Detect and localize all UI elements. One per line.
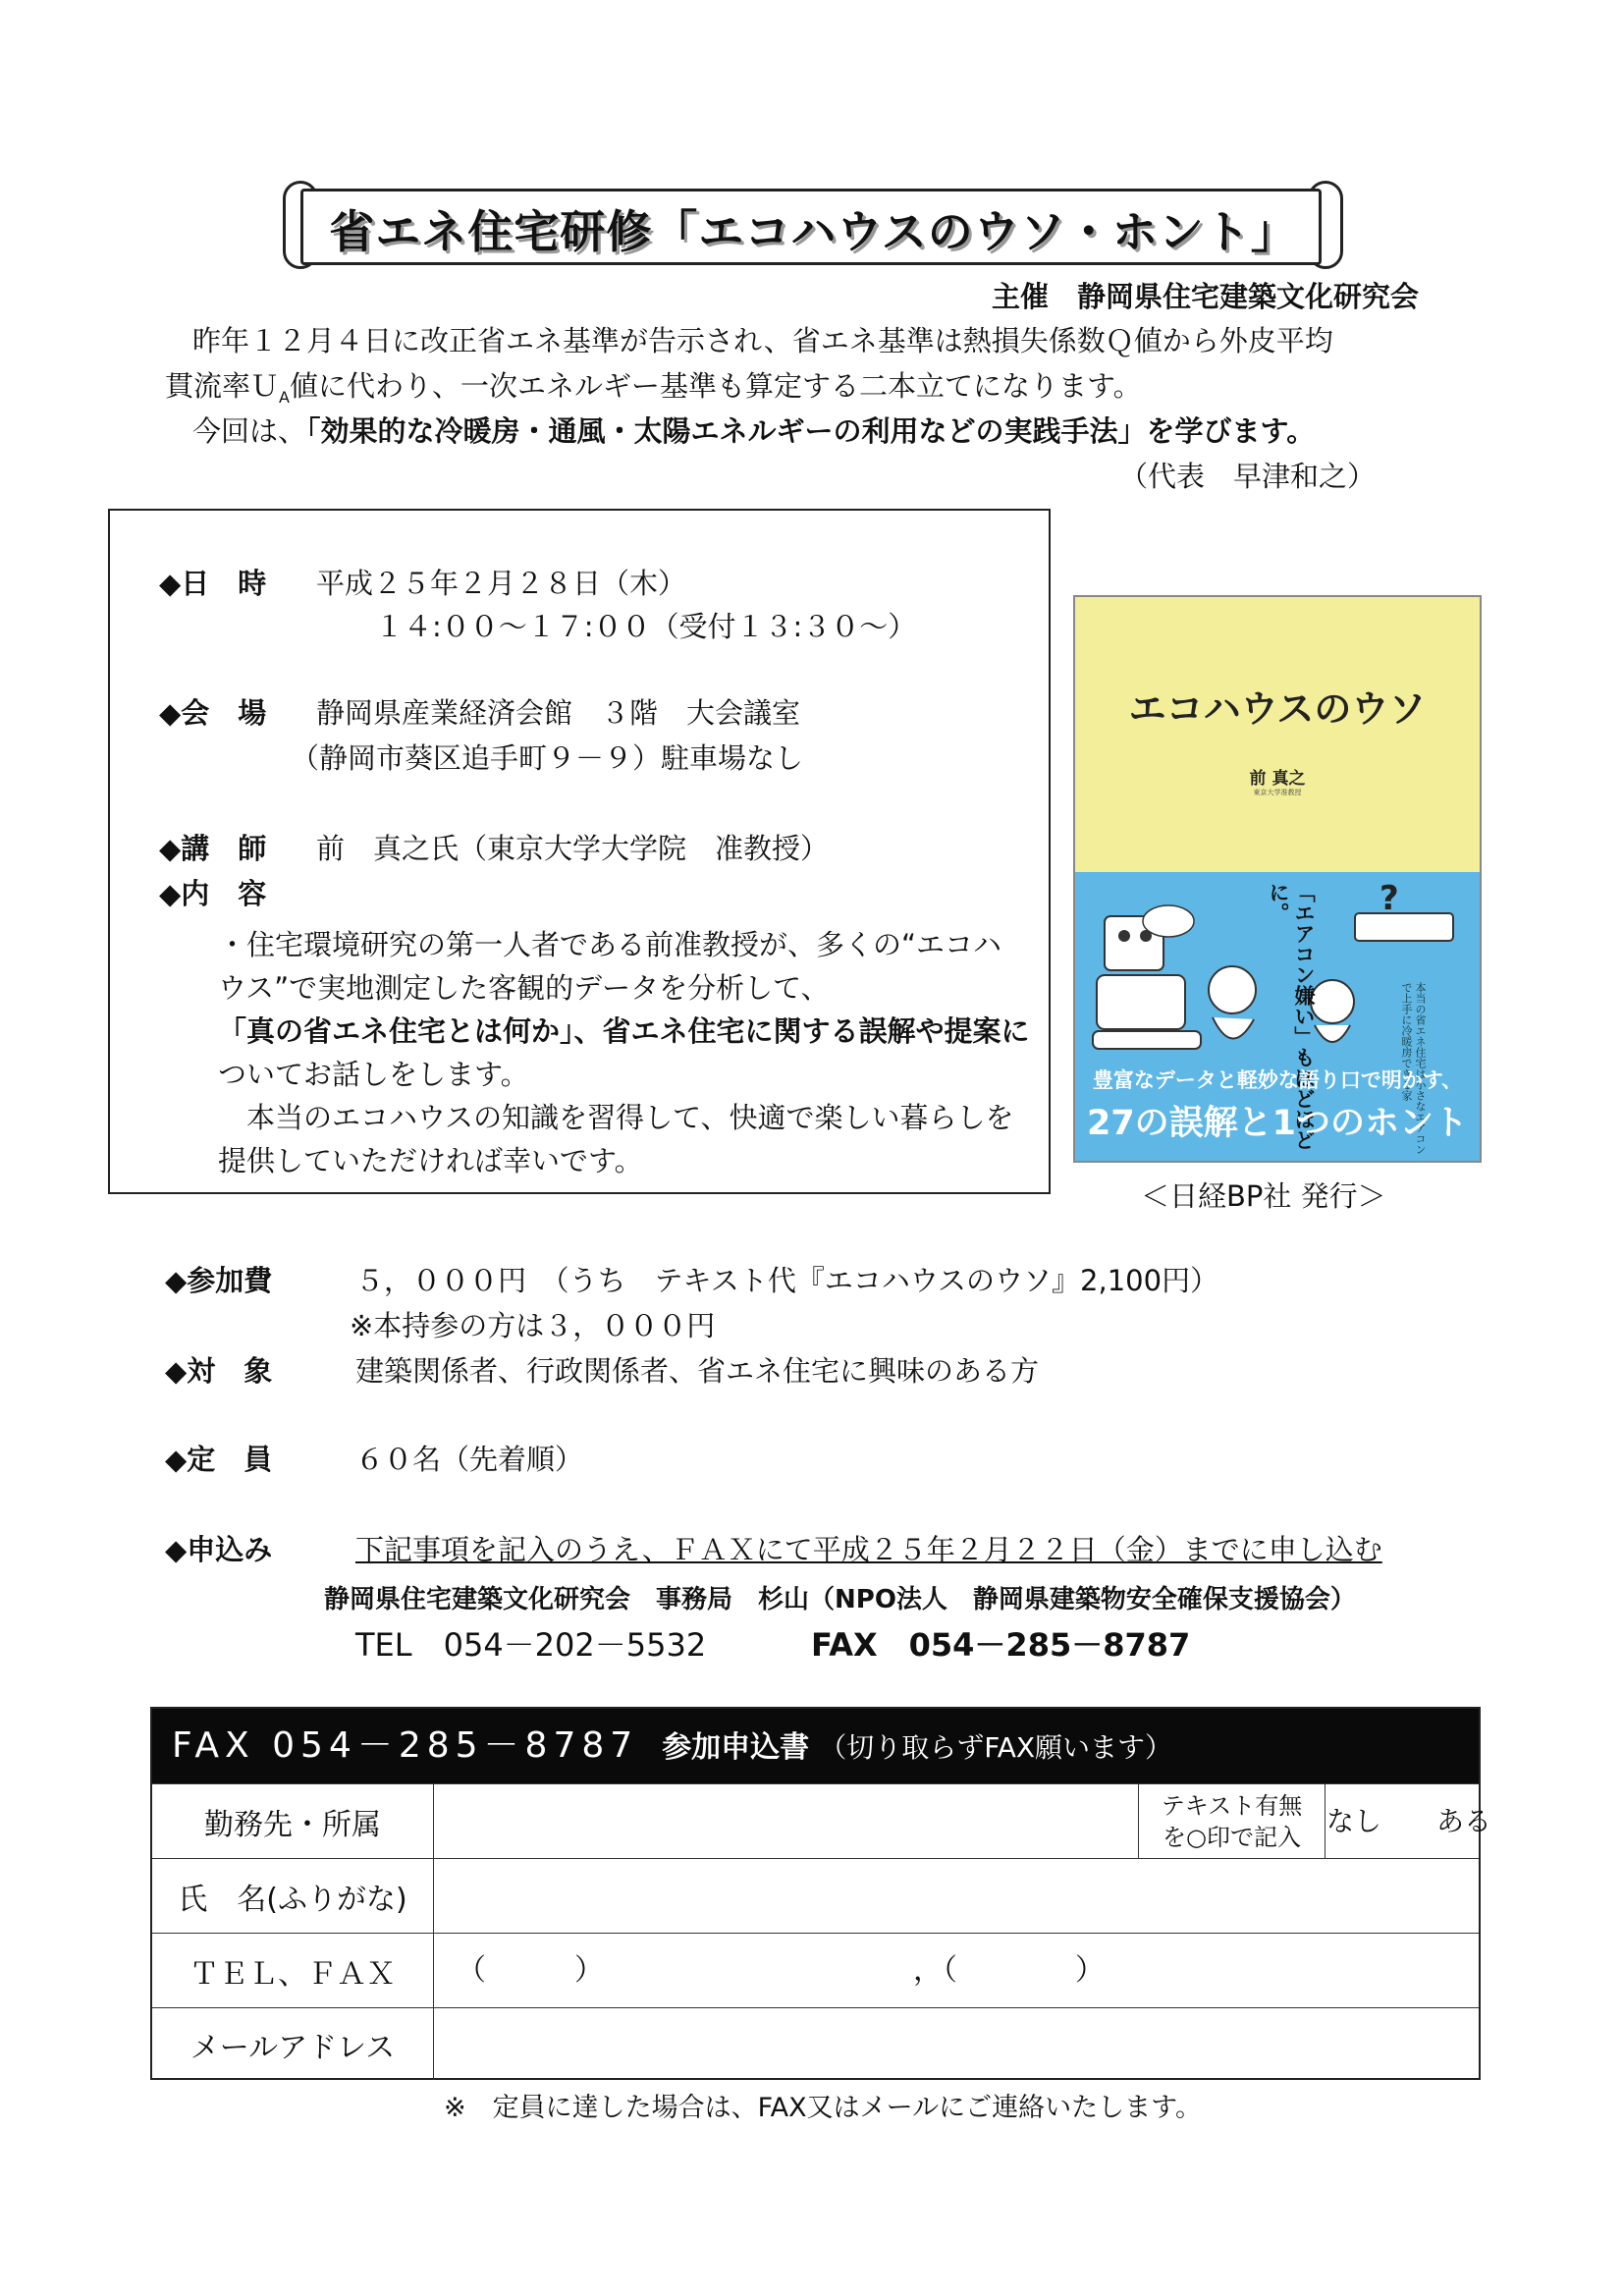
- date-label: ◆日 時: [159, 567, 267, 600]
- email-field[interactable]: [435, 2008, 1481, 2080]
- affiliation-label: 勤務先・所属: [152, 1784, 434, 1858]
- content-line: ついてお話しをします。: [218, 1058, 529, 1091]
- target-label: ◆対 象: [165, 1354, 273, 1388]
- fee-note: ※本持参の方は３，０００円: [350, 1309, 716, 1342]
- content-line: 「真の省エネ住宅とは何か」、省エネ住宅に関する誤解や提案に: [218, 1014, 1030, 1048]
- form-row-affiliation: [152, 1783, 1492, 1858]
- intro-line-3: 今回は、「効果的な冷暖房・通風・太陽エネルギーの利用などの実践手法」を学びます。: [192, 414, 1316, 448]
- tel-fax-field[interactable]: （ ） ，（ ）: [457, 1953, 1105, 1988]
- intro-line-1: 昨年１２月４日に改正省エネ基準が告示され、省エネ基準は熱損失係数Ｑ値から外皮平均: [192, 324, 1333, 357]
- capacity-label: ◆定 員: [165, 1443, 273, 1476]
- content-line: 本当のエコハウスの知識を習得して、快適で楽しい暮らしを: [218, 1101, 1014, 1134]
- application-form: [150, 1707, 1492, 2080]
- apply-value: 下記事項を記入のうえ、ＦＡＸにて平成２５年２月２２日（金）までに申し込む: [355, 1533, 1382, 1566]
- form-header: [152, 1709, 1479, 1783]
- apply-label: ◆申込み: [165, 1533, 273, 1566]
- form-header-note: （切り取らずFAX願います）: [819, 1731, 1173, 1764]
- form-footnote: ※ 定員に達した場合は、FAX又はメールにご連絡いたします。: [444, 2093, 1202, 2123]
- content-line: ウス”で実地測定した客観的データを分析して、: [218, 971, 830, 1005]
- book-vertical-note: 本当の省エネ住宅は小さなエアコンで上手に冷暖房できる家: [1400, 982, 1427, 1155]
- form-row-name: [152, 1858, 1479, 1933]
- venue-label: ◆会 場: [159, 696, 267, 730]
- form-header-title: 参加申込書: [662, 1730, 810, 1765]
- details-box: [108, 509, 1051, 1194]
- tel-fax-label: ＴＥＬ、ＦＡＸ: [152, 1934, 434, 2007]
- page-title: 省エネ住宅研修「エコハウスのウソ・ホント」: [329, 205, 1297, 258]
- book-cover-image: [1073, 595, 1482, 1163]
- book-caption: ＜日経BP社 発行＞: [1141, 1179, 1386, 1213]
- form-header-fax: FAX 054－285－8787: [172, 1725, 639, 1766]
- text-option-label-line2: を○印で記入: [1163, 1824, 1301, 1851]
- text-option-label: [1139, 1784, 1325, 1858]
- content-line: ・住宅環境研究の第一人者である前准教授が、多くの“エコハ: [218, 928, 1002, 961]
- intro-line-2: 貫流率Ｕ$_A$値に代わり、一次エネルギー基準も算定する二本立てになります。: [165, 369, 1142, 407]
- venue-value: 静岡県産業経済会館 ３階 大会議室: [316, 696, 801, 730]
- svg-text:?: ?: [1380, 879, 1399, 918]
- text-option-choices[interactable]: なし ある: [1326, 1805, 1492, 1837]
- organizer: 主催 静岡県住宅建築文化研究会: [992, 280, 1420, 313]
- capacity-value: ６０名（先着順）: [355, 1443, 584, 1476]
- name-field[interactable]: [435, 1859, 1481, 1933]
- name-label: 氏 名(ふりがな): [152, 1859, 434, 1933]
- office-tel: TEL 054－202－5532: [355, 1626, 707, 1664]
- time-value: １４:００～１７:００（受付１３:３０～）: [375, 610, 917, 643]
- date-value: 平成２５年２月２８日（木）: [316, 567, 687, 600]
- intro-signature: （代表 早津和之）: [1119, 460, 1377, 493]
- lecturer-value: 前 真之氏（東京大学大学院 准教授）: [316, 832, 830, 865]
- book-tagline: 豊富なデータと軽妙な語り口で明かす、: [1092, 1068, 1463, 1092]
- book-title: エコハウスのウソ: [1128, 687, 1427, 731]
- book-author: 前 真之: [1249, 769, 1306, 789]
- target-value: 建築関係者、行政関係者、省エネ住宅に興味のある方: [355, 1354, 1040, 1388]
- lecturer-label: ◆講 師: [159, 832, 267, 865]
- form-row-tel-fax: [152, 1933, 1479, 2007]
- fee-label: ◆参加費: [165, 1264, 273, 1297]
- content-label: ◆内 容: [159, 877, 267, 910]
- content-line: 提供していただければ幸いです。: [218, 1144, 643, 1177]
- book-headline: 27の誤解と1つのホント: [1086, 1104, 1469, 1143]
- title-banner: [283, 177, 1343, 275]
- venue-address: （静岡市葵区追手町９－９）駐車場なし: [291, 741, 804, 775]
- form-row-email: [152, 2007, 1479, 2080]
- office-fax: FAX 054－285－8787: [811, 1626, 1191, 1664]
- affiliation-field[interactable]: [435, 1784, 1139, 1858]
- fee-value: ５，０００円 （うち テキスト代『エコハウスのウソ』2,100円）: [355, 1264, 1219, 1297]
- book-author-title: 東京大学准教授: [1253, 789, 1302, 796]
- office-info: 静岡県住宅建築文化研究会 事務局 杉山（NPO法人 静岡県建築物安全確保支援協会）: [324, 1585, 1356, 1614]
- book-vertical-slogan: 「エアコン嫌い」もほどほどに。: [1267, 882, 1316, 1150]
- email-label: メールアドレス: [152, 2008, 434, 2080]
- text-option-label-line1: テキスト有無: [1161, 1792, 1303, 1820]
